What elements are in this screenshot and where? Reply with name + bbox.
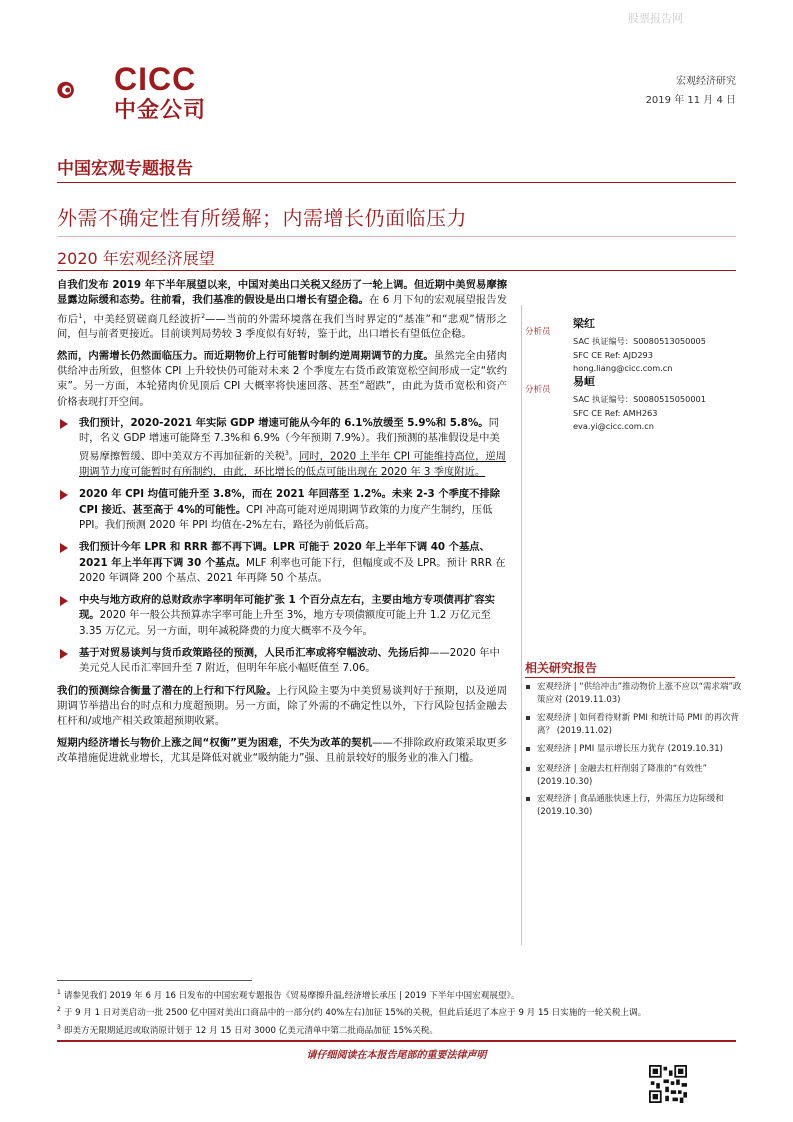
related-report-text: 宏观经济 | PMI 显示增长压力犹存 (2019.10.31) xyxy=(537,744,723,754)
bullet-item xyxy=(57,593,507,639)
footnote-ref[interactable]: 1 xyxy=(78,312,83,320)
related-report-link[interactable] xyxy=(525,743,747,756)
square-bullet-icon xyxy=(526,685,530,689)
watermark: 股票报告网 xyxy=(628,12,683,25)
paragraph xyxy=(57,736,507,767)
triangle-bullet-icon xyxy=(60,543,68,553)
analyst-role: 分析员 xyxy=(525,385,551,395)
cicc-logo-icon xyxy=(57,60,113,120)
triangle-bullet-icon xyxy=(60,649,68,659)
footnotes xyxy=(57,986,757,1038)
footer-divider xyxy=(57,1040,736,1042)
text: 虽然完全由猪肉供给冲击所致，但整体 CPI 上升较快仍可能对未来 2 个季度左右货币政策宽松空间形成一定“软约束”。另一方面，本轮猪肉价见顶后 CPI 大概率将快速回落、甚至“超跌”，由此为货币宽松和资产价格表现打开空间。 xyxy=(57,349,508,408)
paragraph xyxy=(57,349,507,410)
footnote xyxy=(57,986,757,1003)
legal-disclaimer[interactable]: 请仔细阅读在本报告尾部的重要法律声明 xyxy=(306,1050,487,1061)
related-report-text: 宏观经济 | 金融去杠杆削弱了降准的“有效性” (2019.10.30) xyxy=(537,764,708,787)
underlined-text: 同时，2020 上半年 CPI 可能维持高位，逆周期调节力度可能暂时有所制约，由此，环比增长的低点可能出现在 2020 年 3 季度附近。 xyxy=(79,450,506,479)
analyst-sfc: SFC CE Ref: AJD293 xyxy=(573,349,653,360)
related-report-link[interactable] xyxy=(525,712,747,737)
footnote-number: 3 xyxy=(57,1023,61,1031)
square-bullet-icon xyxy=(526,716,530,720)
analyst-sac: SAC 执证编号：S0080513050005 xyxy=(573,336,706,346)
bullet-item xyxy=(57,540,507,586)
divider xyxy=(57,270,736,271)
brand-cn: 中金公司 xyxy=(114,98,207,123)
analyst-email[interactable]: eva.yi@cicc.com.cn xyxy=(573,421,654,431)
bold-lead: 中央与地方政府的总财政赤字率明年可能扩张 1 个百分点左右，主要由地方专项债再扩容实现。 xyxy=(79,594,495,622)
main-body xyxy=(57,278,507,772)
divider xyxy=(525,677,735,678)
analyst-role: 分析员 xyxy=(525,327,551,337)
bold-lead: 2020 年 CPI 均值可能升至 3.8%，而在 2021 年回落至 1.2%。未来 2-3 个季度不排除 CPI 接近、甚至高于 4%的可能性。 xyxy=(79,488,501,516)
brand-en: CICC xyxy=(114,61,197,97)
divider xyxy=(57,236,736,237)
bold-lead: 短期内经济增长与物价上涨之间“权衡”更为困难，不失为改革的契机 xyxy=(57,736,373,749)
analyst-info xyxy=(573,393,706,434)
footnote-text: 请参见我们 2019 年 6 月 16 日发布的中国宏观专题报告《贸易摩擦升温,经济增长承压 | 2019 下半年中国宏观展望》。 xyxy=(63,990,520,1001)
text: ——当前的外需环境落在我们当时界定的“基准”和“悲观”情形之间，但与前者更接近。目前谈判局势较 3 季度似有好转，鉴于此，出口增长有望低位企稳。 xyxy=(57,313,508,341)
related-reports-title: 相关研究报告 xyxy=(525,661,598,675)
text: 上行风险主要为中美贸易谈判好于预期，以及逆周期调节举措出台的时点和力度超预期。另一方面，除了外需的不确定性以外，下行风险包括金融去杠杆和/或地产相关政策超预期收紧。 xyxy=(57,684,508,728)
text: 同时，名义 GDP 增速可能降至 7.3%和 6.9%（今年预期 7.9%）。我们预测的基准假设是中美贸易摩擦暂缓、即中美双方不再加征新的关税 xyxy=(79,416,500,463)
footnote-divider xyxy=(57,980,252,981)
bullet-item xyxy=(57,646,507,677)
bold-lead: 基于对贸易谈判与货币政策路径的预测，人民币汇率或将窄幅波动、先扬后抑 xyxy=(79,647,430,660)
analyst-sfc: SFC CE Ref: AMH263 xyxy=(573,407,658,418)
text: ——不排除政府政策采取更多改革措施促进就业增长，尤其是降低对就业“吸纳能力”强、且前景较好的服务业的准入门槛。 xyxy=(57,736,507,764)
analyst-name: 易峘 xyxy=(573,375,595,388)
bold-lead: 然而，内需增长仍然面临压力。而近期物价上行可能暂时制约逆周期调节的力度。 xyxy=(57,349,434,362)
paragraph xyxy=(57,684,507,730)
sidebar xyxy=(521,305,742,945)
related-report-text: 宏观经济 | 如何看待财新 PMI 和统计局 PMI 的再次背离？ (2019.11.02) xyxy=(537,713,740,736)
footnote-number: 2 xyxy=(57,1006,61,1014)
footnote-number: 1 xyxy=(57,989,61,996)
bold-lead: 我们预计，2020-2021 年实际 GDP 增速可能从今年的 6.1%放缓至 5.9%和 5.8%。 xyxy=(79,416,489,429)
bold-lead: 自我们发布 2019 年下半年展望以来，中国对美出口关税又经历了一轮上调。但近期中美贸易摩擦显露边际缓和态势。往前看，我们基准的假设是出口增长有望企稳。 xyxy=(57,279,507,307)
header-meta xyxy=(646,72,736,110)
bullet-item xyxy=(57,416,507,481)
footnote-ref[interactable]: 2 xyxy=(201,312,206,320)
paragraph xyxy=(57,278,507,343)
footnote xyxy=(57,1021,757,1038)
related-report-link[interactable] xyxy=(525,793,747,818)
bullet-item xyxy=(57,487,507,533)
bold-lead: 我们的预测综合衡量了潜在的上行和下行风险。 xyxy=(57,684,277,697)
divider xyxy=(57,182,736,183)
related-report-text: 宏观经济 | 食品通胀快速上行，外需压力边际缓和 (2019.10.30) xyxy=(537,794,724,817)
text: CPI 冲高可能对逆周期调节政策的力度产生制约，压低 PPI。我们预测 2020 年 PPI 均值在-2%左右，路径为前低后高。 xyxy=(79,503,493,531)
text: 。 xyxy=(288,450,300,463)
page-title: 外需不确定性有所缓解；内需增长仍面临压力 xyxy=(57,206,467,230)
analyst-name: 梁红 xyxy=(573,317,595,330)
text: MLF 利率也可能下行，但幅度或不及 LPR。预计 RRR 在 2020 年调降 200 个基点、2021 年再降 50 个基点。 xyxy=(79,556,506,584)
footnote-text: 于 9 月 1 日对美启动一批 2500 亿中国对美出口商品中的一部分(约 40%左右)加征 15%的关税，但此后延迟了本应于 9 月 15 日实施的一轮关税上调。 xyxy=(63,1008,647,1019)
related-report-link[interactable] xyxy=(525,681,747,706)
text: 2020 年一般公共预算赤字率可能上升至 3%，地方专项债额度可能上升 1.2 万亿元至 3.35 万亿元。另一方面，明年减税降费的力度大概率不及今年。 xyxy=(79,609,491,637)
analyst-email[interactable]: hong.liang@cicc.com.cn xyxy=(573,363,673,373)
triangle-bullet-icon xyxy=(60,490,68,500)
triangle-bullet-icon xyxy=(60,596,68,606)
related-report-link[interactable] xyxy=(525,763,747,788)
header-category: 宏观经济研究 xyxy=(676,76,736,87)
text: ，中美经贸磋商几经波折 xyxy=(82,313,202,326)
footnote xyxy=(57,1003,757,1020)
qr-code-icon xyxy=(649,1065,687,1103)
triangle-bullet-icon xyxy=(60,419,68,429)
footnote-ref[interactable]: 3 xyxy=(284,450,289,458)
bold-lead: 我们预计今年 LPR 和 RRR 都不再下调。LPR 可能于 2020 年上半年下调 40 个基点、2021 年上半年再下调 30 个基点。 xyxy=(79,541,490,569)
text: ——2020 年中美元兑人民币汇率回升至 7 附近，但明年年底小幅贬值至 7.06。 xyxy=(79,647,500,675)
related-report-text: 宏观经济 | “供给冲击”推动物价上涨不应以“需求端”政策应对 (2019.11.03) xyxy=(537,682,742,705)
header-date: 2019 年 11 月 4 日 xyxy=(645,95,736,106)
analyst-info xyxy=(573,335,706,376)
square-bullet-icon xyxy=(526,767,530,771)
square-bullet-icon xyxy=(526,797,530,801)
text: 在 6 月下旬的宏观展望报告发布后 xyxy=(57,294,507,326)
page-subtitle: 2020 年宏观经济展望 xyxy=(57,249,215,268)
square-bullet-icon xyxy=(526,747,530,751)
analyst-sac: SAC 执证编号：S0080515050001 xyxy=(573,394,706,404)
footnote-text: 即美方无限期延迟或取消原计划于 12 月 15 日对 3000 亿美元清单中第二批商品加征 15%关税。 xyxy=(63,1025,438,1036)
report-type: 中国宏观专题报告 xyxy=(57,159,193,179)
